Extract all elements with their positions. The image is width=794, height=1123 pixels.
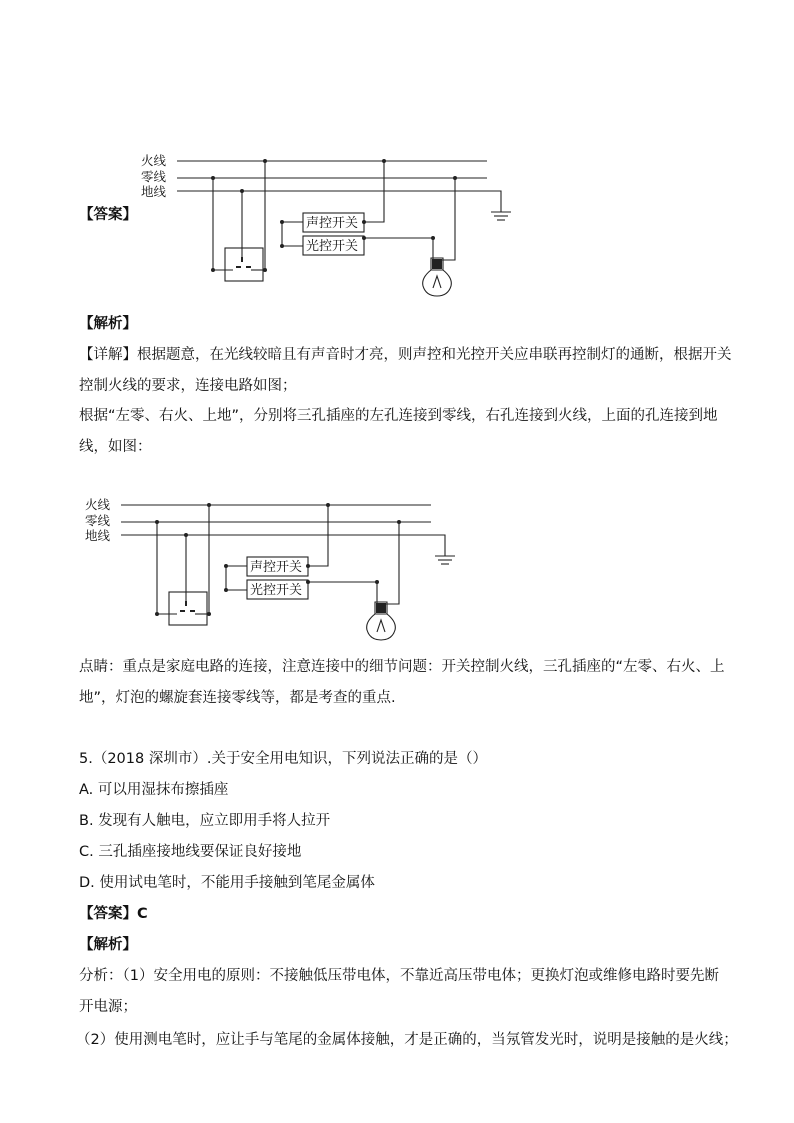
detail-line-3: 根据“左零、右火、上地”，分别将三孔插座的左孔连接到零线，右孔连接到火线，上面的孔连接到地 bbox=[79, 408, 718, 424]
question-stem: 5.（2018 深圳市）.关于安全用电知识，下列说法正确的是（） bbox=[79, 751, 487, 767]
note-line-1: 点睛：重点是家庭电路的连接，注意连接中的细节问题：开关控制火线，三孔插座的“左零、右火、上 bbox=[79, 659, 725, 675]
detail-line-1: 【详解】根据题意，在光线较暗且有声音时才亮，则声控和光控开关应串联再控制灯的通断，根据开关 bbox=[79, 347, 732, 363]
option-c: C. 三孔插座接地线要保证良好接地 bbox=[79, 844, 302, 860]
circuit-diagram-explanation bbox=[79, 492, 469, 644]
answer-heading: 【答案】 bbox=[79, 207, 137, 223]
question-analysis-line-2: 开电源； bbox=[79, 999, 137, 1015]
light-switch-label: 光控开关 bbox=[250, 583, 303, 598]
question-answer: 【答案】C bbox=[79, 906, 148, 922]
note-line-2: 地”，灯泡的螺旋套连接零线等，都是考查的重点. bbox=[79, 690, 396, 706]
sound-switch-label: 声控开关 bbox=[306, 216, 359, 231]
fire-wire-label: 火线 bbox=[141, 153, 167, 168]
option-b: B. 发现有人触电，应立即用手将人拉开 bbox=[79, 813, 331, 829]
light-switch-label: 光控开关 bbox=[306, 239, 359, 254]
circuit-diagram-answer bbox=[135, 148, 525, 300]
neutral-wire-label: 零线 bbox=[85, 513, 111, 528]
ground-wire-label: 地线 bbox=[141, 184, 167, 199]
analysis-heading: 【解析】 bbox=[79, 316, 137, 332]
question-analysis-line-3: （2）使用测电笔时，应让手与笔尾的金属体接触，才是正确的，当氖管发光时，说明是接触的是火线； bbox=[76, 1032, 738, 1048]
option-d: D. 使用试电笔时，不能用手接触到笔尾金属体 bbox=[79, 875, 375, 891]
sound-switch-label: 声控开关 bbox=[250, 560, 303, 575]
detail-line-4: 线，如图： bbox=[79, 439, 152, 455]
question-analysis-line-1: 分析：（1）安全用电的原则：不接触低压带电体，不靠近高压带电体；更换灯泡或维修电路时要先断 bbox=[79, 968, 719, 984]
ground-wire-label: 地线 bbox=[85, 528, 111, 543]
question-analysis-heading: 【解析】 bbox=[79, 937, 137, 953]
detail-line-2: 控制火线的要求，连接电路如图； bbox=[79, 378, 297, 394]
fire-wire-label: 火线 bbox=[85, 497, 111, 512]
neutral-wire-label: 零线 bbox=[141, 169, 167, 184]
option-a: A. 可以用湿抹布擦插座 bbox=[79, 782, 229, 798]
